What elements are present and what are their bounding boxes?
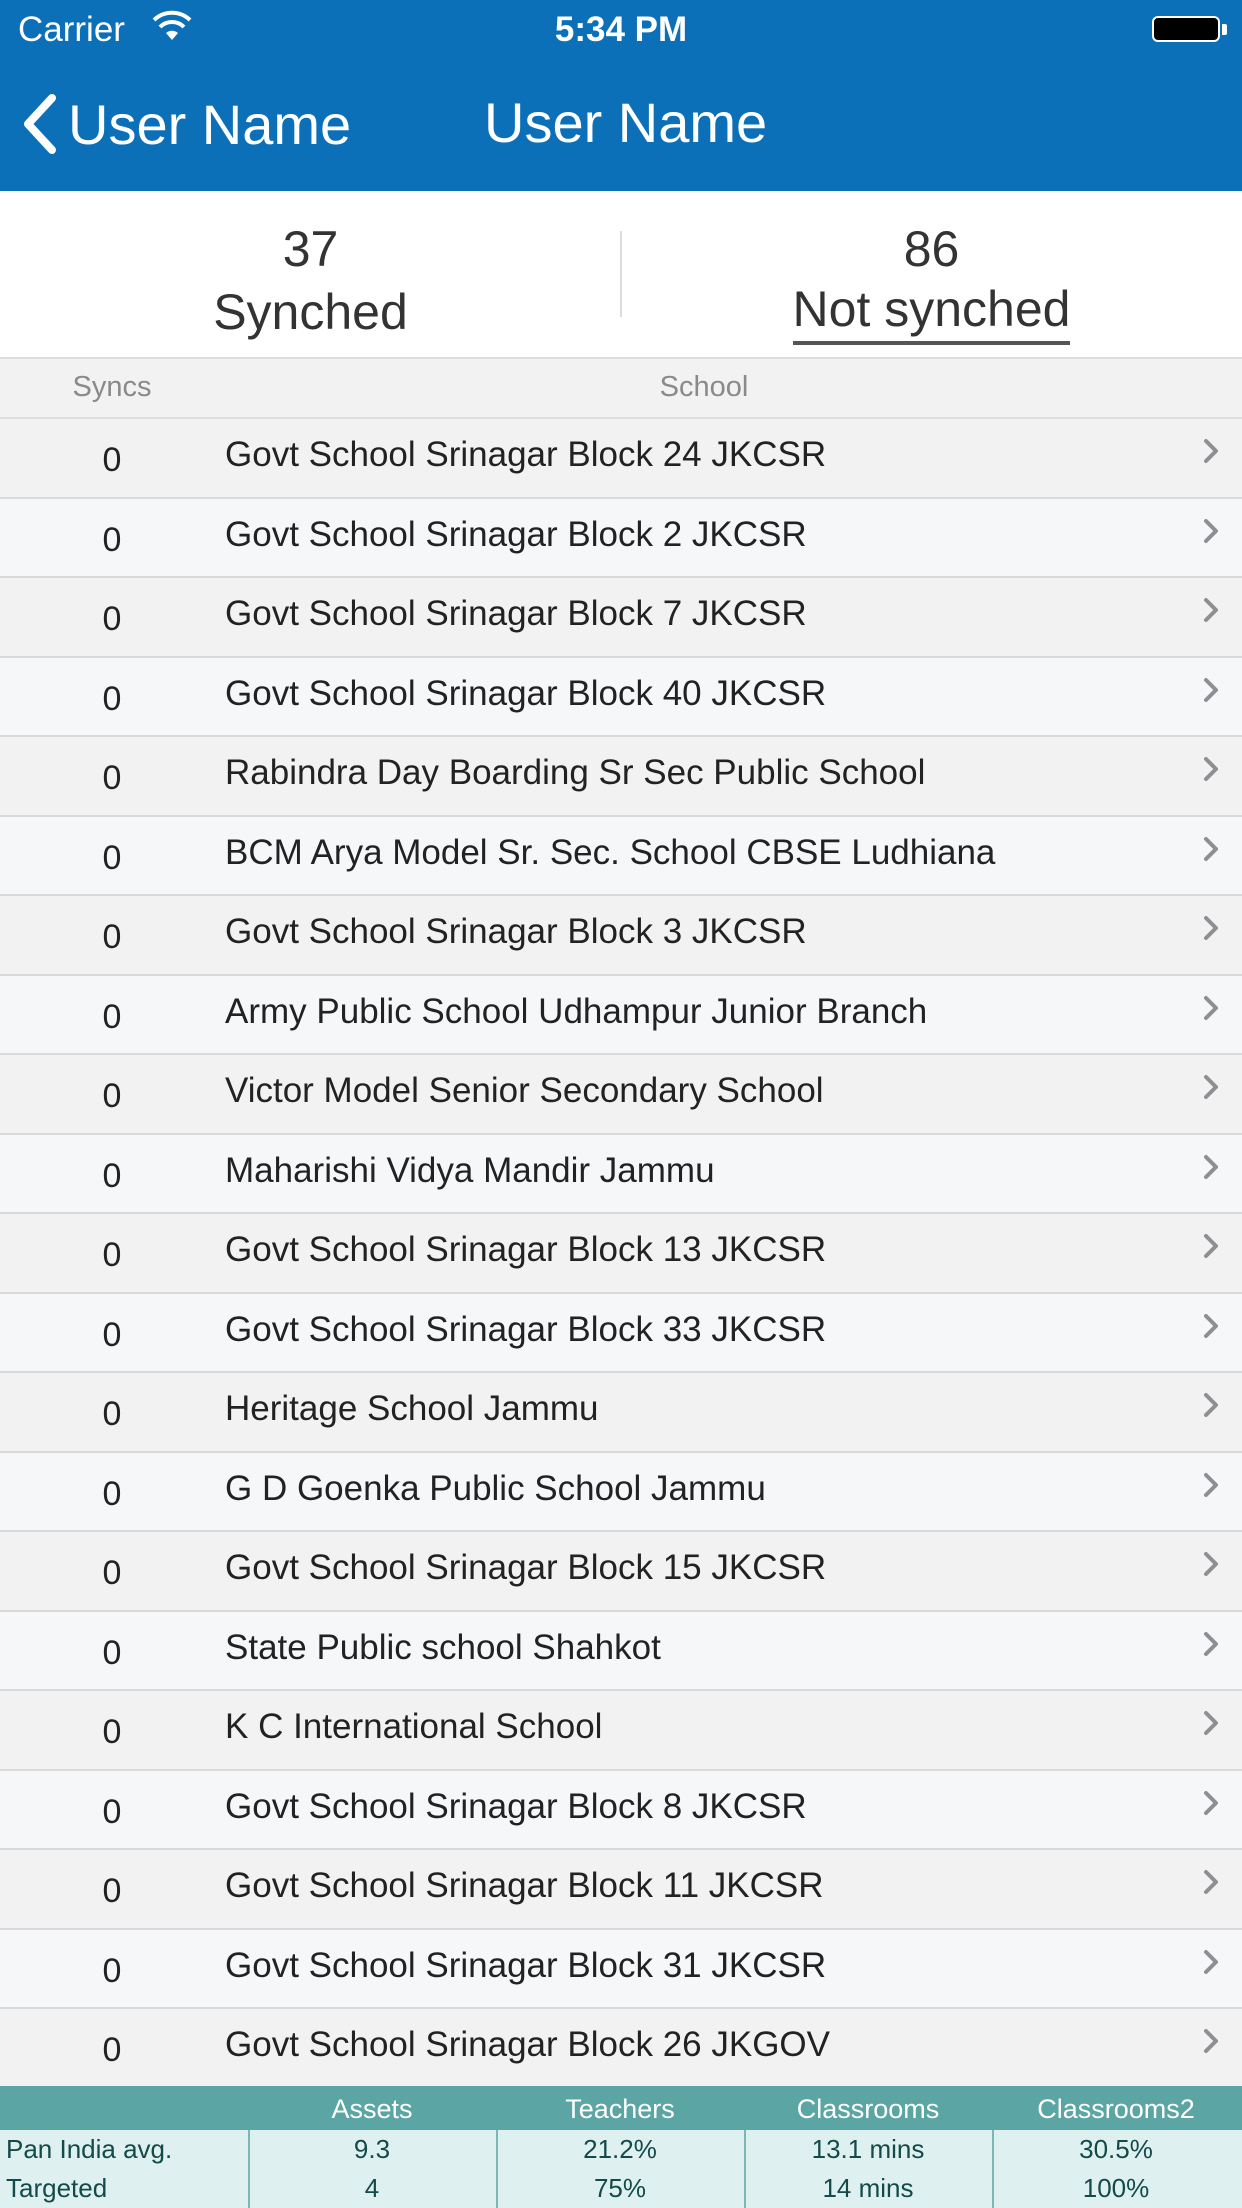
- stats-value: 100%: [1082, 2173, 1150, 2203]
- chevron-right-icon: [1202, 437, 1220, 465]
- chevron-right-icon: [1202, 1312, 1220, 1340]
- school-row[interactable]: [0, 1453, 1242, 1533]
- chevron-right-icon: [1202, 1868, 1220, 1896]
- chevron-right-icon: [1202, 1471, 1220, 1499]
- row-sync-count: 0: [102, 1872, 122, 1910]
- stats-value: 4: [364, 2173, 380, 2203]
- stats-header-assets: Assets: [331, 2094, 413, 2124]
- chevron-left-icon: [20, 94, 58, 154]
- stats-row-label: Targeted: [6, 2173, 108, 2203]
- school-row[interactable]: [0, 896, 1242, 976]
- chevron-right-icon: [1202, 676, 1220, 704]
- row-sync-count: 0: [102, 1474, 122, 1513]
- stats-header: [0, 2090, 1242, 2130]
- school-row[interactable]: [0, 658, 1242, 738]
- not-synched-label: Not synched: [793, 277, 1071, 345]
- school-row[interactable]: [0, 1930, 1242, 2010]
- stats-header-classrooms: Classrooms: [796, 2094, 940, 2124]
- school-row[interactable]: [0, 1771, 1242, 1851]
- row-school-name: Govt School Srinagar Block 33 JKCSR: [225, 1309, 827, 1349]
- not-synched-count: 86: [903, 221, 960, 277]
- row-school-name: Govt School Srinagar Block 24 JKCSR: [225, 435, 827, 474]
- stats-row-label: Pan India avg.: [6, 2134, 173, 2164]
- school-row[interactable]: [0, 1055, 1242, 1135]
- row-school-name: Army Public School Udhampur Junior Branch: [225, 991, 928, 1031]
- chevron-right-icon: [1202, 835, 1220, 863]
- row-sync-count: 0: [102, 1156, 122, 1195]
- stats-value: 21.2%: [583, 2134, 657, 2164]
- row-school-name: Heritage School Jammu: [225, 1389, 599, 1428]
- stats-value: 75%: [593, 2173, 647, 2203]
- column-syncs: Syncs: [72, 371, 152, 403]
- row-school-name: Govt School Srinagar Block 2 JKCSR: [225, 514, 807, 554]
- school-row[interactable]: [0, 1532, 1242, 1612]
- sync-segments: [0, 191, 1242, 357]
- chevron-right-icon: [1202, 914, 1220, 942]
- stats-header-classrooms2: Classrooms2: [1037, 2094, 1195, 2124]
- segment-synched[interactable]: [0, 221, 621, 347]
- chevron-right-icon: [1202, 1630, 1220, 1658]
- row-sync-count: 0: [102, 679, 122, 718]
- row-sync-count: 0: [102, 441, 122, 479]
- back-button[interactable]: [20, 92, 351, 156]
- row-sync-count: 0: [102, 838, 122, 877]
- chevron-right-icon: [1202, 1153, 1220, 1181]
- row-sync-count: 0: [102, 1633, 122, 1672]
- row-sync-count: 0: [102, 997, 122, 1036]
- row-school-name: Govt School Srinagar Block 40 JKCSR: [225, 673, 827, 713]
- school-row[interactable]: [0, 419, 1242, 499]
- school-row[interactable]: [0, 1294, 1242, 1374]
- stats-row-pan-india: [0, 2130, 1242, 2168]
- row-sync-count: 0: [102, 759, 122, 797]
- school-list: [0, 419, 1242, 2089]
- chevron-right-icon: [1202, 1709, 1220, 1737]
- row-school-name: Govt School Srinagar Block 31 JKCSR: [225, 1945, 827, 1985]
- synched-count: 37: [282, 221, 339, 277]
- row-school-name: Govt School Srinagar Block 15 JKCSR: [225, 1548, 827, 1587]
- chevron-right-icon: [1202, 1789, 1220, 1817]
- stats-value: 30.5%: [1079, 2134, 1153, 2164]
- segment-not-synched[interactable]: [621, 221, 1242, 345]
- stats-value: 9.3: [353, 2134, 391, 2164]
- chevron-right-icon: [1202, 517, 1220, 545]
- school-row[interactable]: [0, 976, 1242, 1056]
- chevron-right-icon: [1202, 2027, 1220, 2055]
- chevron-right-icon: [1202, 994, 1220, 1022]
- school-row[interactable]: [0, 578, 1242, 658]
- row-sync-count: 0: [102, 520, 122, 559]
- row-sync-count: 0: [102, 1951, 122, 1990]
- column-header: [0, 357, 1242, 419]
- chevron-right-icon: [1202, 1073, 1220, 1101]
- row-sync-count: 0: [102, 1315, 122, 1354]
- stats-value: 14 mins: [822, 2173, 914, 2203]
- stats-row-targeted: [0, 2169, 1242, 2207]
- back-label: User Name: [68, 92, 352, 156]
- row-sync-count: 0: [102, 1554, 122, 1592]
- row-school-name: Govt School Srinagar Block 13 JKCSR: [225, 1230, 827, 1269]
- row-sync-count: 0: [102, 1792, 122, 1831]
- school-row[interactable]: [0, 1214, 1242, 1294]
- row-school-name: BCM Arya Model Sr. Sec. School CBSE Ludhiana: [225, 832, 996, 872]
- carrier-label: Carrier: [18, 10, 125, 49]
- stats-value: 13.1 mins: [811, 2134, 925, 2164]
- row-school-name: Govt School Srinagar Block 3 JKCSR: [225, 912, 807, 951]
- row-sync-count: 0: [102, 1236, 122, 1274]
- row-school-name: K C International School: [225, 1707, 603, 1746]
- row-school-name: Victor Model Senior Secondary School: [225, 1071, 824, 1110]
- school-row[interactable]: [0, 2009, 1242, 2089]
- school-row[interactable]: [0, 1135, 1242, 1215]
- school-row[interactable]: [0, 817, 1242, 897]
- row-school-name: Govt School Srinagar Block 7 JKCSR: [225, 594, 807, 633]
- school-row[interactable]: [0, 1373, 1242, 1453]
- column-school: School: [659, 371, 749, 403]
- chevron-right-icon: [1202, 1948, 1220, 1976]
- chevron-right-icon: [1202, 1232, 1220, 1260]
- row-school-name: Govt School Srinagar Block 11 JKCSR: [225, 1866, 824, 1905]
- row-school-name: State Public school Shahkot: [225, 1627, 661, 1667]
- row-sync-count: 0: [102, 600, 122, 638]
- stats-panel: [0, 2086, 1242, 2208]
- row-sync-count: 0: [102, 2031, 122, 2069]
- school-row[interactable]: [0, 1850, 1242, 1930]
- status-time: 5:34 PM: [554, 10, 688, 49]
- status-bar: [0, 0, 1242, 60]
- row-school-name: Rabindra Day Boarding Sr Sec Public School: [225, 753, 926, 792]
- row-school-name: Maharishi Vidya Mandir Jammu: [225, 1150, 715, 1190]
- school-row[interactable]: [0, 499, 1242, 579]
- row-sync-count: 0: [102, 918, 122, 956]
- row-sync-count: 0: [102, 1713, 122, 1751]
- school-row[interactable]: [0, 1612, 1242, 1692]
- row-school-name: Govt School Srinagar Block 8 JKCSR: [225, 1786, 807, 1826]
- chevron-right-icon: [1202, 596, 1220, 624]
- battery-icon: [1152, 16, 1220, 42]
- chevron-right-icon: [1202, 1550, 1220, 1578]
- synched-label: Synched: [213, 284, 408, 340]
- page-title: User Name: [484, 91, 768, 154]
- row-sync-count: 0: [102, 1077, 122, 1115]
- nav-header: [0, 0, 1242, 191]
- school-row[interactable]: [0, 1691, 1242, 1771]
- row-sync-count: 0: [102, 1395, 122, 1433]
- stats-header-teachers: Teachers: [565, 2094, 675, 2124]
- row-school-name: G D Goenka Public School Jammu: [225, 1468, 766, 1508]
- chevron-right-icon: [1202, 1391, 1220, 1419]
- chevron-right-icon: [1202, 755, 1220, 783]
- battery-tip: [1222, 24, 1227, 35]
- row-school-name: Govt School Srinagar Block 26 JKGOV: [225, 2025, 830, 2064]
- school-row[interactable]: [0, 737, 1242, 817]
